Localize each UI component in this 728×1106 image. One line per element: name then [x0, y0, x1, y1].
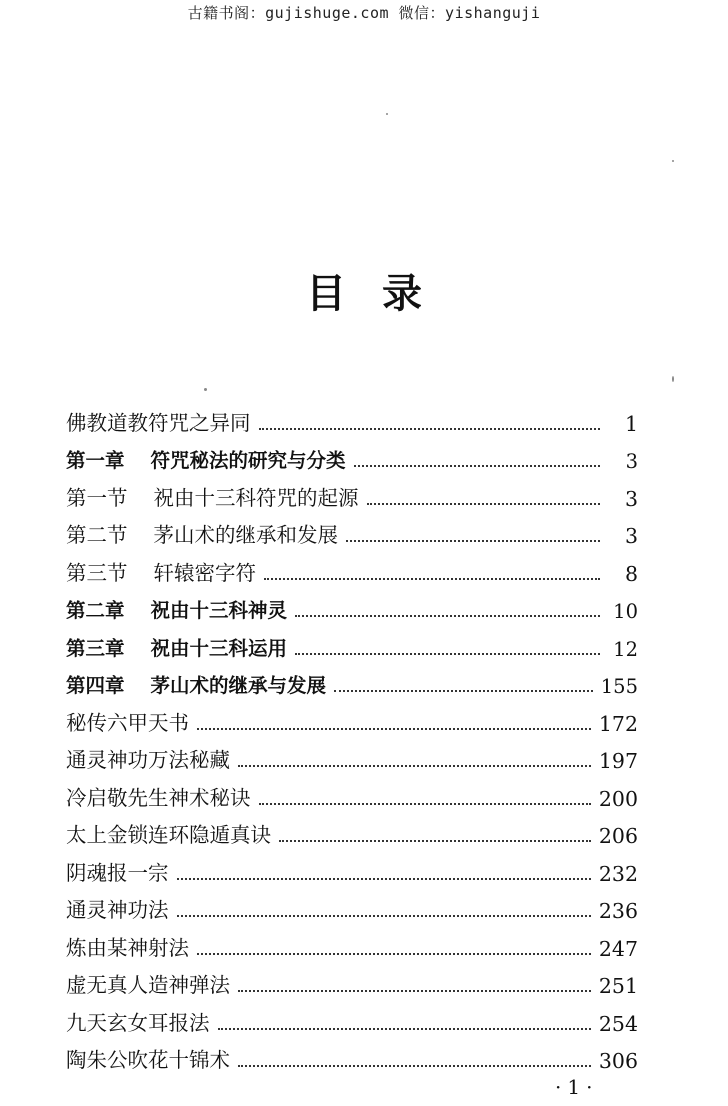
toc-entry-page: 8 — [624, 561, 638, 586]
toc-dot-leader — [264, 578, 600, 580]
scan-speck — [672, 376, 674, 382]
toc-entry — [66, 586, 638, 624]
toc-dot-leader — [367, 503, 601, 505]
toc-entry-number: 第三章 — [66, 636, 125, 660]
toc-entry — [66, 661, 638, 699]
toc-entry-title: 茅山术的继承与发展 — [150, 674, 327, 697]
toc-dot-leader — [238, 765, 591, 767]
toc-dot-leader — [238, 990, 591, 992]
toc-entry — [66, 623, 638, 661]
toc-dot-leader — [259, 803, 591, 805]
toc-entry — [66, 811, 638, 849]
toc-entry-title: 通灵神功法 — [66, 898, 169, 922]
toc-entry-page: 254 — [598, 1011, 638, 1036]
toc-entry-title: 祝由十三科神灵 — [150, 599, 288, 622]
toc-dot-leader — [295, 653, 600, 655]
toc-dot-leader — [354, 465, 600, 467]
toc-entry — [66, 848, 638, 886]
scan-speck — [672, 160, 674, 162]
toc-entry-page: 236 — [598, 899, 638, 923]
toc-entry-page: 12 — [613, 637, 638, 661]
toc-entry — [66, 398, 638, 436]
toc-dot-leader — [279, 840, 591, 842]
toc-entry-page: 306 — [598, 1049, 638, 1073]
toc-entry-page: 155 — [600, 675, 638, 698]
toc-entry-title: 炼由某神射法 — [66, 935, 189, 960]
toc-entry — [66, 923, 638, 961]
toc-entry-title: 祝由十三科运用 — [150, 636, 288, 660]
toc-entry-number: 第二节 — [66, 523, 128, 547]
toc-entry-number: 第三节 — [66, 560, 128, 585]
toc-entry-title: 通灵神功万法秘藏 — [66, 748, 230, 772]
toc-entry-title: 阴魂报一宗 — [66, 860, 169, 885]
toc-dot-leader — [218, 1028, 591, 1030]
watermark: 古籍书阁：gujishuge.com 微信：yishanguji — [187, 4, 541, 22]
toc-entry — [66, 961, 638, 999]
toc-entry-title: 九天玄女耳报法 — [66, 1010, 210, 1035]
toc-entry — [66, 548, 638, 586]
toc-entry-title: 佛教道教符咒之异同 — [66, 410, 251, 435]
toc-entry — [66, 511, 638, 549]
toc-entry — [66, 998, 638, 1036]
toc-entry-page: 1 — [624, 411, 638, 436]
toc-dot-leader — [295, 615, 600, 617]
toc-entry — [66, 1036, 638, 1074]
toc-entry-page: 206 — [598, 824, 638, 848]
toc-entry-page: 197 — [598, 749, 638, 773]
toc-entry-page: 200 — [598, 786, 638, 811]
toc-dot-leader — [197, 953, 591, 955]
toc-entry-title: 陶朱公吹花十锦术 — [66, 1048, 230, 1072]
toc-entry-page: 232 — [598, 861, 638, 886]
toc-entry-page: 10 — [613, 600, 638, 623]
toc-dot-leader — [177, 878, 591, 880]
toc-dot-leader — [259, 428, 601, 430]
toc-dot-leader — [238, 1065, 591, 1067]
toc-dot-leader — [177, 915, 591, 917]
toc-entry-page: 3 — [624, 486, 638, 511]
toc-entry-number: 第一节 — [66, 485, 128, 510]
scan-speck — [386, 113, 388, 115]
toc-entry — [66, 436, 638, 474]
toc-entry-title: 轩辕密字符 — [153, 560, 256, 585]
toc-dot-leader — [334, 690, 593, 692]
toc-entry-title: 符咒秘法的研究与分类 — [150, 449, 346, 472]
toc-entry-title: 秘传六甲天书 — [66, 710, 189, 735]
toc-entry-number: 第二章 — [66, 599, 125, 622]
page-title: 目录 — [306, 271, 458, 317]
toc-entry — [66, 736, 638, 774]
toc-entry-page: 172 — [598, 711, 638, 736]
scan-speck — [204, 388, 207, 391]
toc-entry-title: 冷启敬先生神术秘诀 — [66, 785, 251, 810]
toc-entry-title: 茅山术的继承和发展 — [153, 523, 338, 547]
toc-entry — [66, 698, 638, 736]
toc-entry-page: 3 — [624, 524, 638, 548]
toc-entry-title: 太上金锁连环隐遁真诀 — [66, 823, 271, 847]
toc-entry-page: 247 — [598, 936, 638, 961]
toc-entry — [66, 886, 638, 924]
toc-dot-leader — [197, 728, 591, 730]
toc-entry-number: 第四章 — [66, 674, 125, 697]
toc-entry-page: 3 — [625, 450, 638, 473]
toc-entry-number: 第一章 — [66, 449, 125, 472]
toc-entry — [66, 473, 638, 511]
toc-entry-page: 251 — [598, 974, 638, 998]
table-of-contents — [66, 398, 638, 1073]
toc-dot-leader — [346, 540, 600, 542]
page-number: ·1· — [555, 1075, 599, 1099]
toc-entry — [66, 773, 638, 811]
toc-entry-title: 虚无真人造神弹法 — [66, 973, 230, 997]
toc-entry-title: 祝由十三科符咒的起源 — [153, 485, 359, 510]
